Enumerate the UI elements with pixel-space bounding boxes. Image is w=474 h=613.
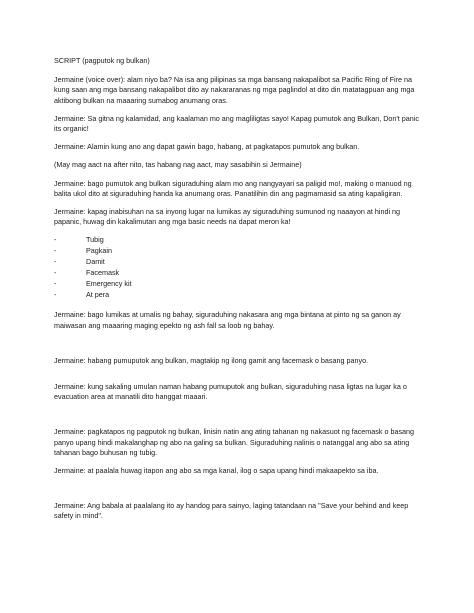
- paragraph-stage-note: (May mag aact na after nito, tas habang nag aact, may sasabihin si Jermaine): [54, 160, 302, 170]
- list-item: - At pera: [54, 290, 110, 300]
- list-item: - Facemask: [54, 268, 120, 278]
- paragraph-after-eruption: Jermaine: pagkatapos ng pagputok ng bulkan, linisin natin ang ating tahanan ng nakasuot ng facemask o basang panyo upang hindi makalanghap ng abo na galing sa bulkan. Siguraduhing nalinis o natanggal ang abo sa ating tahanan bago buhusan ng tubig.: [54, 427, 415, 457]
- list-item: - Pagkain: [54, 246, 112, 256]
- list-item: - Emergency kit: [54, 279, 132, 289]
- list-dash: -: [54, 268, 57, 278]
- list-item: - Damit: [54, 257, 105, 267]
- paragraph-before-eruption: Jermaine: bago pumutok ang bulkan siguraduhing alam mo ang nangyayari sa paligid mo!, making o manuod ng balita ukol dito at siguraduhing handa ka anumang oras. Panatilihin din ang pagmamasid sa ating kapaligiran.: [54, 178, 412, 198]
- list-dash: -: [54, 290, 57, 300]
- list-item: - Tubig: [54, 235, 104, 245]
- paragraph-ash-disposal: Jermaine: at paalala huwag itapon ang abo sa mga kanal, ilog o sapa upang hindi makaapekto sa iba.: [54, 466, 379, 476]
- paragraph-what-to-do: Jermaine: Alamin kung ano ang dapat gawin bago, habang, at pagkatapos pumutok ang bulkan.: [54, 142, 360, 152]
- basic-needs-list: [54, 235, 426, 301]
- paragraph-knowledge: Jermaine: Sa gitna ng kalamidad, ang kaalaman mo ang magliligtas sayo! Kapag pumutok ang Bulkan, Don't panic its organic!: [54, 113, 419, 134]
- list-dash: -: [54, 235, 57, 245]
- list-dash: -: [54, 279, 57, 289]
- paragraph-close-windows: Jermaine: bago lumikas at umalis ng bahay, siguraduhing nakasara ang mga bintana at pinto ng sa ganon ay maiwasan ang maaaring maging epekto ng ash fall sa loob ng bahay.: [54, 310, 401, 330]
- list-dash: -: [54, 257, 57, 267]
- paragraph-closing: Jermaine: Ang babala at paalalang ito ay handog para sainyo, laging tatandaan na "Save your behind and keep safety in mind".: [54, 501, 409, 521]
- paragraph-during-eruption: Jermaine: habang pumuputok ang bulkan, magtakip ng ilong gamit ang facemask o basang panyo.: [54, 355, 369, 365]
- paragraph-rain: Jermaine: kung sakaling umulan naman habang pumuputok ang bulkan, siguraduhing nasa ligtas na lugar ka o evacuation area at manatili dito hanggat maaari.: [54, 382, 407, 402]
- list-dash: -: [54, 246, 57, 256]
- script-content: [54, 56, 426, 530]
- paragraph-voice-over: Jermaine (voice over): alam niyo ba? Na isa ang pilipinas sa mga bansang nakapalibot sa Pacific Ring of Fire na kung saan ang mga bansang nakapalibot dito ay nakararanas ng mga paglindol at dito din matatagpuan ang mga aktibong bulkan na maaaring sumabog anumang oras.: [54, 75, 415, 105]
- document-title: SCRIPT (pagputok ng bulkan): [54, 56, 150, 65]
- paragraph-evacuation: Jermaine: kapag inabisuhan na sa inyong lugar na lumikas ay siguraduhing sumunod ng naaayon at hindi ng papanic, huwag din kakalimutan ang mga basic needs na dapat meron ka!: [54, 207, 401, 227]
